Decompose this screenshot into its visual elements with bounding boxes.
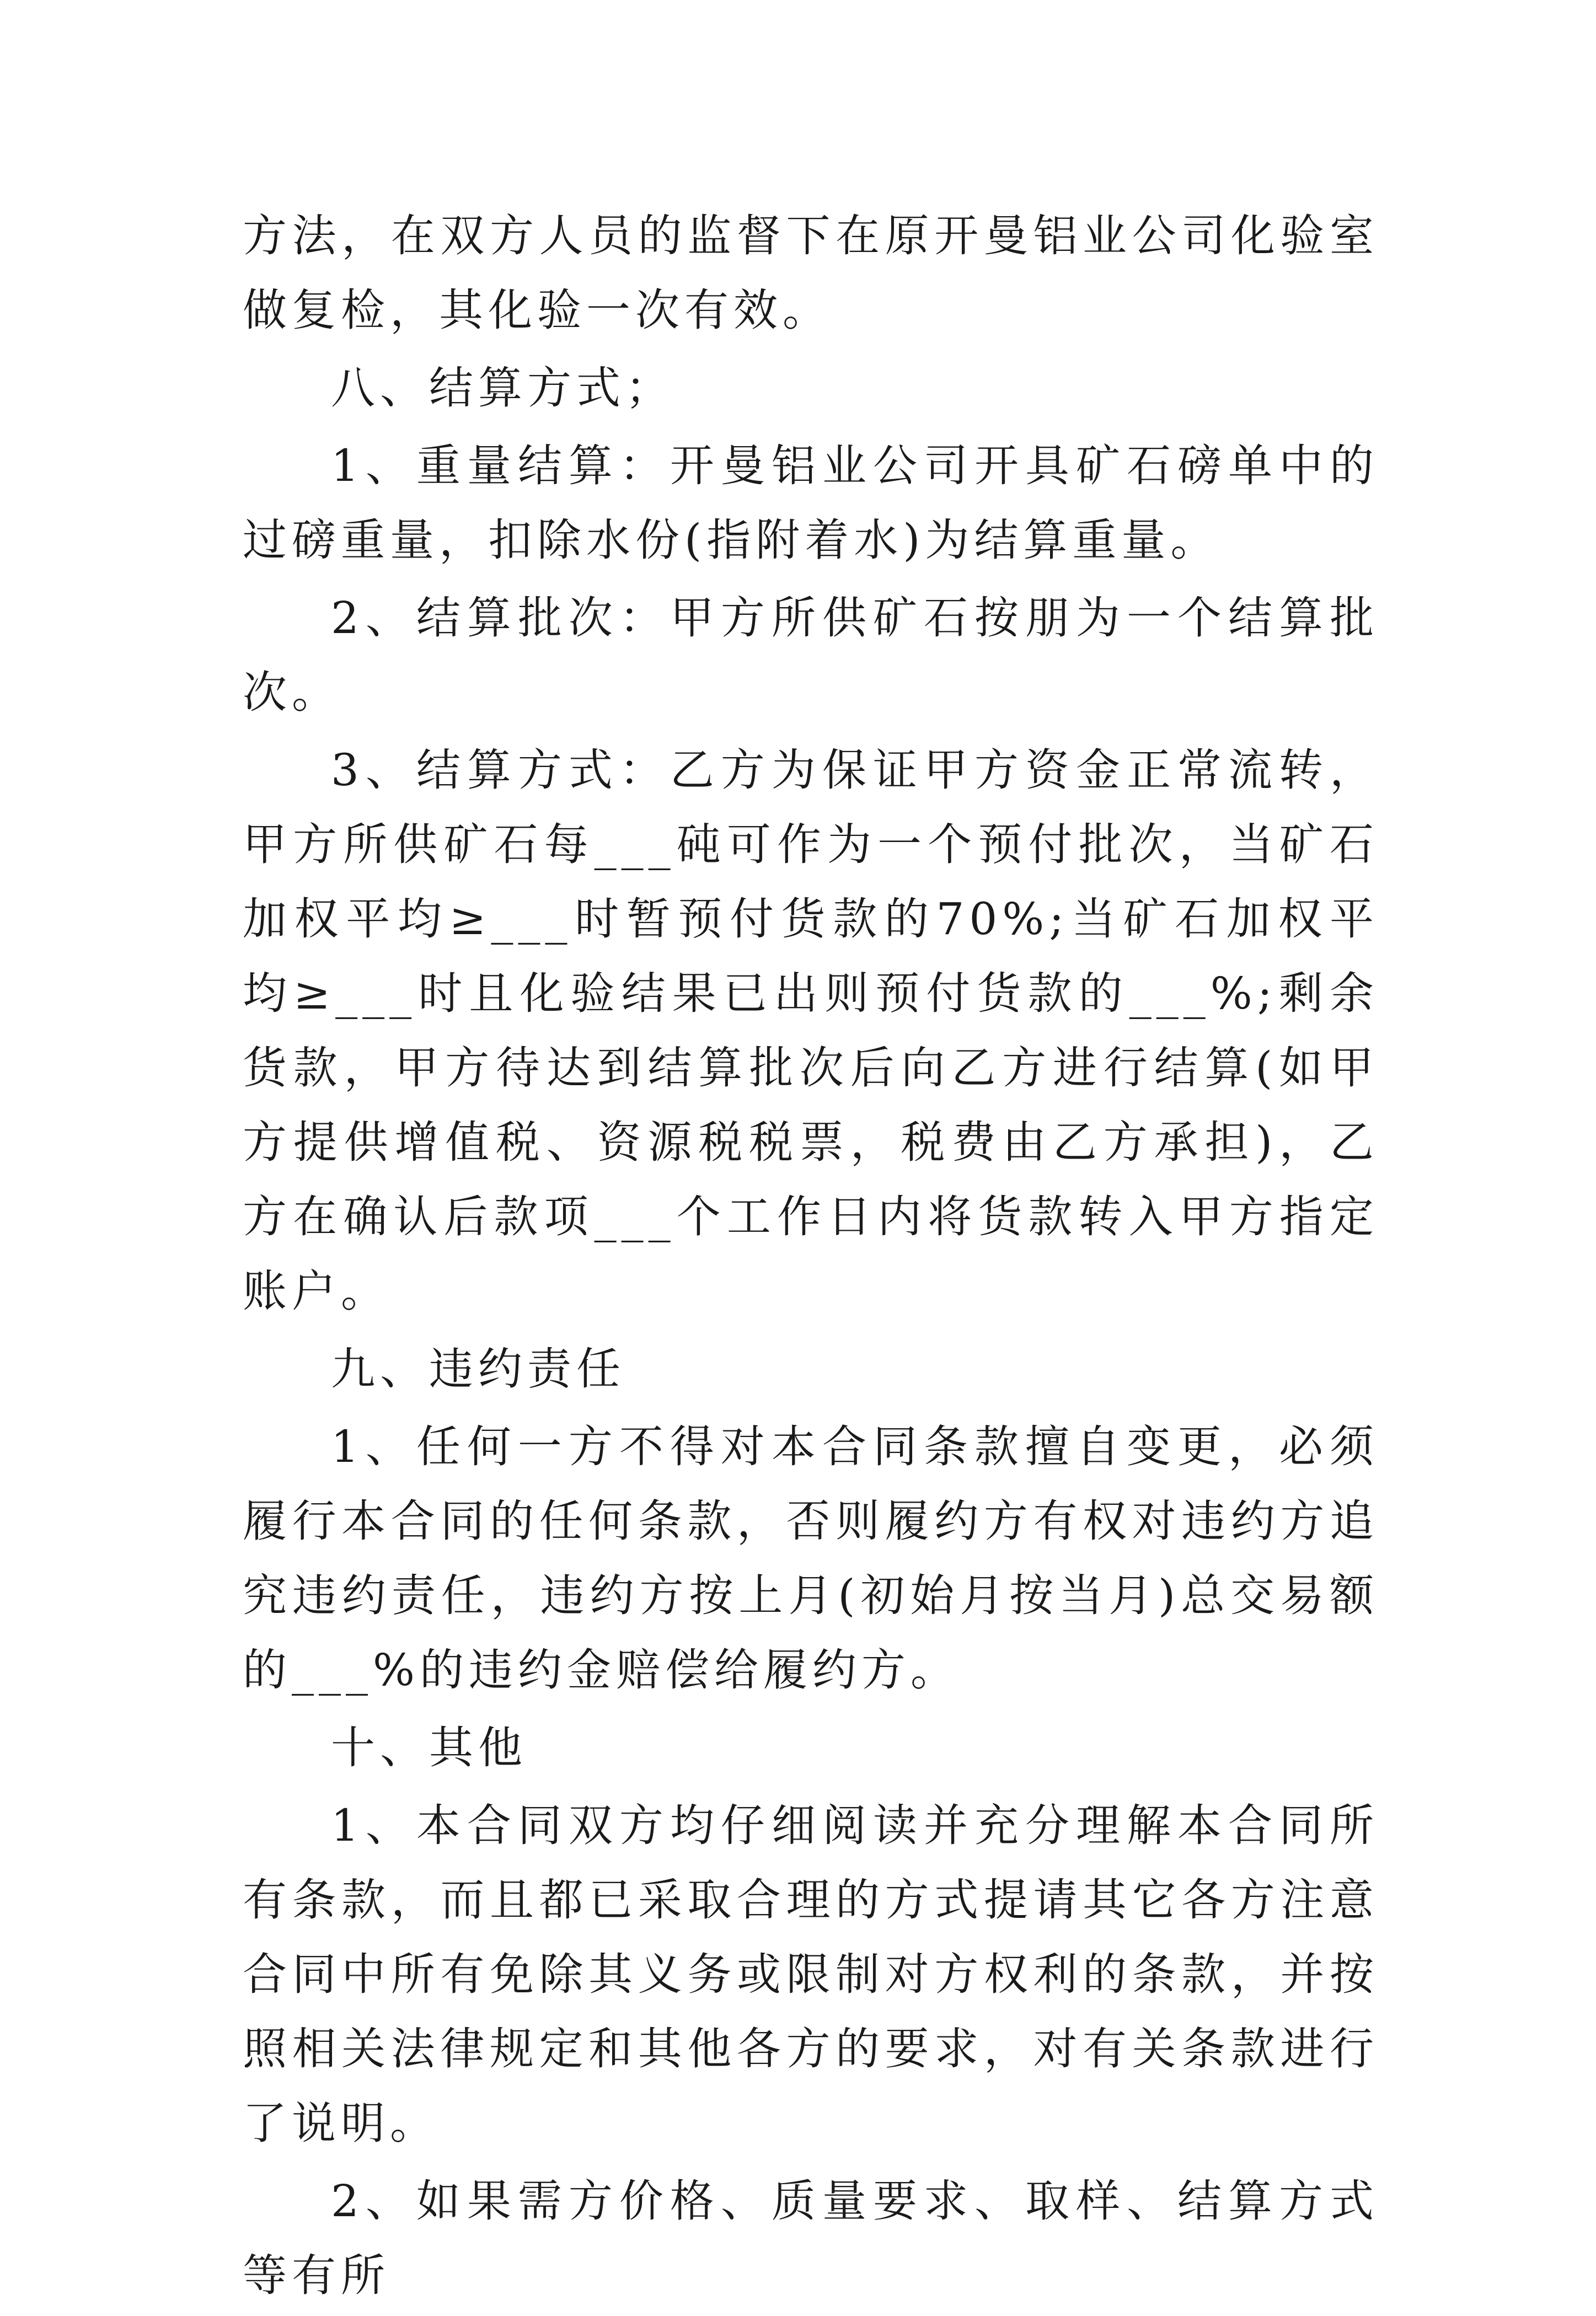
section-heading-other: 十、其他 [331,1722,527,1773]
clause-changes: 2、如果需方价格、质量要求、取样、结算方式等有所 [243,2175,1379,2301]
clause-weight-settlement: 1、重量结算：开曼铝业公司开具矿石磅单中的过磅重量，扣除水份(指附着水)为结算重量。 [243,440,1379,566]
paragraph-continuation: 方法，在双方人员的监督下在原开曼铝业公司化验室做复检，其化验一次有效。 [243,210,1379,336]
clause-understanding: 1、本合同双方均仔细阅读并充分理解本合同所有条款，而且都已采取合理的方式提请其它各方注意合同中所有免除其义务或限制对方权利的条款，并按照相关法律规定和其他各方的要求，对有关条款进行了说明。 [243,1800,1379,2149]
clause-settlement-method: 3、结算方式：乙方为保证甲方资金正常流转，甲方所供矿石每___砘可作为一个预付批次，当矿石加权平均≥___时暂预付货款的70%;当矿石加权平均≥___时且化验结果已出则预付货款的___%;剩余货款，甲方待达到结算批次后向乙方进行结算(如甲方提供增值税、资源税税票，税费由乙方承担)，乙方在确认后款项___个工作日内将货款转入甲方指定账户。 [243,744,1379,1317]
section-heading-settlement: 八、结算方式； [331,362,674,414]
section-heading-liability: 九、违约责任 [331,1343,625,1395]
clause-settlement-batch: 2、结算批次：甲方所供矿石按朋为一个结算批次。 [243,592,1379,718]
document-body [243,199,1379,2316]
clause-breach: 1、任何一方不得对本合同条款擅自变更，必须履行本合同的任何条款，否则履约方有权对违约方追究违约责任，违约方按上月(初始月按当月)总交易额的___%的违约金赔偿给履约方。 [243,1421,1379,1696]
